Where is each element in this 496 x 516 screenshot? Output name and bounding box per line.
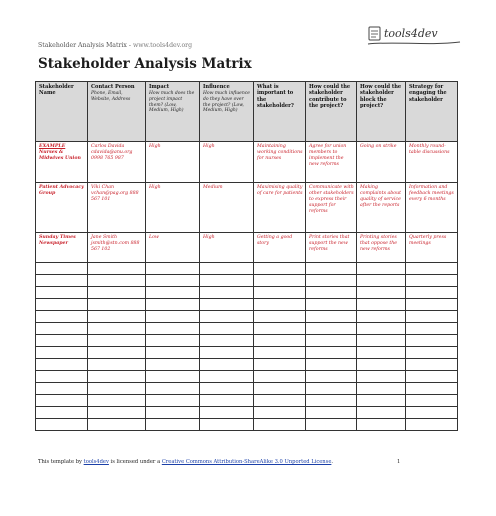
- empty-cell: [254, 395, 306, 407]
- contribution-cell: Print stories that support the new reforms: [306, 233, 357, 263]
- empty-cell: [254, 407, 306, 419]
- empty-cell: [254, 371, 306, 383]
- col-header-subtitle: How much influence do they have over the project? (Low, Medium, High): [203, 91, 250, 114]
- empty-cell: [406, 335, 458, 347]
- empty-cell: [357, 407, 406, 419]
- empty-table-row: [36, 359, 458, 371]
- empty-cell: [36, 407, 88, 419]
- empty-cell: [406, 395, 458, 407]
- impact-cell: High: [146, 142, 200, 183]
- page-number: 1: [397, 459, 401, 465]
- empty-cell: [88, 395, 146, 407]
- blank-rows: [36, 263, 458, 431]
- empty-cell: [36, 263, 88, 275]
- empty-cell: [406, 383, 458, 395]
- empty-cell: [357, 263, 406, 275]
- empty-table-row: [36, 407, 458, 419]
- license-footer: [38, 459, 333, 465]
- empty-cell: [357, 335, 406, 347]
- col-header-strategy: [406, 82, 458, 142]
- col-header-subtitle: How much does the project impact them? (Low, Medium, High): [149, 91, 195, 114]
- col-header-blocking: [357, 82, 406, 142]
- empty-cell: [306, 311, 357, 323]
- strategy-cell: Monthly round-table discussions: [406, 142, 458, 183]
- col-header-impact: [146, 82, 200, 142]
- col-header-influence: [200, 82, 254, 142]
- empty-table-row: [36, 275, 458, 287]
- empty-cell: [200, 347, 254, 359]
- footer-suffix: .: [331, 459, 334, 465]
- empty-cell: [146, 275, 200, 287]
- empty-cell: [88, 287, 146, 299]
- empty-cell: [406, 287, 458, 299]
- empty-cell: [306, 323, 357, 335]
- empty-cell: [306, 275, 357, 287]
- empty-cell: [406, 419, 458, 431]
- empty-cell: [406, 275, 458, 287]
- empty-cell: [306, 371, 357, 383]
- tools4dev-logo: [366, 24, 462, 48]
- empty-cell: [406, 347, 458, 359]
- empty-cell: [88, 299, 146, 311]
- empty-cell: [88, 419, 146, 431]
- empty-cell: [306, 263, 357, 275]
- contact-cell: Viki Chan vchan@pag.org 888 567 101: [88, 183, 146, 233]
- empty-cell: [146, 419, 200, 431]
- empty-table-row: [36, 383, 458, 395]
- author-link[interactable]: tools4dev: [83, 459, 109, 465]
- empty-table-row: [36, 299, 458, 311]
- empty-cell: [88, 383, 146, 395]
- footer-prefix: This template by: [38, 459, 84, 465]
- importance-cell: Maintaining working conditions for nurses: [254, 142, 306, 183]
- empty-cell: [200, 395, 254, 407]
- empty-cell: [36, 359, 88, 371]
- empty-cell: [146, 263, 200, 275]
- empty-cell: [254, 299, 306, 311]
- empty-cell: [88, 407, 146, 419]
- empty-cell: [254, 359, 306, 371]
- empty-cell: [406, 311, 458, 323]
- empty-cell: [306, 335, 357, 347]
- empty-cell: [146, 407, 200, 419]
- col-header-title: How could the stakeholder block the project?: [360, 84, 402, 110]
- empty-cell: [357, 383, 406, 395]
- empty-cell: [357, 323, 406, 335]
- impact-cell: High: [146, 183, 200, 233]
- empty-cell: [306, 419, 357, 431]
- contact-cell: Jane Smith jsmith@stn.com 888 567 102: [88, 233, 146, 263]
- empty-cell: [254, 383, 306, 395]
- empty-cell: [406, 359, 458, 371]
- empty-cell: [36, 275, 88, 287]
- empty-table-row: [36, 263, 458, 275]
- empty-cell: [146, 323, 200, 335]
- header-separator: -: [126, 42, 133, 49]
- stakeholder-matrix-table: [35, 81, 458, 431]
- empty-cell: [306, 347, 357, 359]
- col-header-stakeholder-name: [36, 82, 88, 142]
- impact-cell: Low: [146, 233, 200, 263]
- stakeholder-name-cell: Patient Advocacy Group: [36, 183, 88, 233]
- empty-cell: [200, 275, 254, 287]
- empty-cell: [200, 359, 254, 371]
- empty-cell: [36, 335, 88, 347]
- col-header-title: Strategy for engaging the stakeholder: [409, 84, 447, 103]
- empty-cell: [146, 383, 200, 395]
- stakeholder-name: Nurses & Midwives Union: [39, 149, 81, 161]
- stakeholder-name-cell: [36, 142, 88, 183]
- empty-cell: [254, 347, 306, 359]
- running-header: [38, 42, 192, 49]
- empty-cell: [36, 347, 88, 359]
- contribution-cell: Communicate with other stakeholders to express their support for reforms: [306, 183, 357, 233]
- empty-cell: [200, 311, 254, 323]
- empty-cell: [36, 395, 88, 407]
- page-title: Stakeholder Analysis Matrix: [38, 56, 252, 72]
- empty-cell: [88, 347, 146, 359]
- importance-cell: Maximising quality of care for patients: [254, 183, 306, 233]
- empty-cell: [200, 335, 254, 347]
- empty-cell: [357, 359, 406, 371]
- empty-cell: [357, 347, 406, 359]
- empty-cell: [88, 359, 146, 371]
- empty-cell: [200, 299, 254, 311]
- empty-cell: [36, 371, 88, 383]
- empty-cell: [88, 275, 146, 287]
- empty-cell: [200, 383, 254, 395]
- strategy-cell: Information and feedback meetings every 6 months: [406, 183, 458, 233]
- empty-cell: [88, 263, 146, 275]
- empty-cell: [200, 287, 254, 299]
- col-header-importance: [254, 82, 306, 142]
- empty-cell: [36, 383, 88, 395]
- header-doc-name: Stakeholder Analysis Matrix: [38, 42, 127, 49]
- empty-table-row: [36, 371, 458, 383]
- empty-table-row: [36, 419, 458, 431]
- empty-cell: [357, 275, 406, 287]
- empty-cell: [146, 395, 200, 407]
- empty-cell: [254, 275, 306, 287]
- empty-cell: [254, 419, 306, 431]
- empty-table-row: [36, 323, 458, 335]
- strategy-cell: Quarterly press meetings: [406, 233, 458, 263]
- example-label: EXAMPLE: [39, 144, 66, 149]
- empty-cell: [88, 323, 146, 335]
- col-header-title: Influence: [203, 84, 230, 90]
- empty-table-row: [36, 335, 458, 347]
- influence-cell: Medium: [200, 183, 254, 233]
- col-header-title: Stakeholder Name: [39, 84, 74, 97]
- header-site: www.tools4dev.org: [132, 42, 193, 49]
- blocking-cell: Making complaints about quality of service after the reports: [357, 183, 406, 233]
- empty-cell: [88, 371, 146, 383]
- empty-cell: [146, 311, 200, 323]
- col-header-subtitle: Phone, Email, Website, Address: [91, 91, 131, 102]
- empty-cell: [306, 299, 357, 311]
- contact-cell: Carlos Davida cdavida@anu.org 0998 765 987: [88, 142, 146, 183]
- empty-cell: [200, 263, 254, 275]
- col-header-title: What is important to the stakeholder?: [257, 84, 294, 110]
- empty-cell: [146, 359, 200, 371]
- empty-cell: [200, 419, 254, 431]
- empty-table-row: [36, 395, 458, 407]
- col-header-contribution: [306, 82, 357, 142]
- blocking-cell: Going on strike: [357, 142, 406, 183]
- empty-cell: [254, 335, 306, 347]
- empty-cell: [357, 395, 406, 407]
- stakeholder-name-cell: Sunday Times Newspaper: [36, 233, 88, 263]
- empty-cell: [254, 263, 306, 275]
- importance-cell: Getting a good story: [254, 233, 306, 263]
- influence-cell: High: [200, 142, 254, 183]
- empty-cell: [306, 359, 357, 371]
- empty-table-row: [36, 311, 458, 323]
- empty-cell: [36, 323, 88, 335]
- empty-cell: [357, 299, 406, 311]
- footer-middle: is licensed under a: [108, 459, 162, 465]
- col-header-title: Impact: [149, 84, 170, 90]
- empty-cell: [406, 263, 458, 275]
- empty-cell: [406, 407, 458, 419]
- empty-cell: [357, 371, 406, 383]
- influence-cell: High: [200, 233, 254, 263]
- empty-cell: [357, 419, 406, 431]
- col-header-contact-person: [88, 82, 146, 142]
- empty-cell: [306, 407, 357, 419]
- col-header-title: How could the stakeholder contribute to the project?: [309, 84, 351, 110]
- empty-cell: [200, 371, 254, 383]
- empty-cell: [200, 323, 254, 335]
- table-row: [36, 183, 458, 233]
- empty-cell: [357, 287, 406, 299]
- logo-wordmark: tools4dev: [384, 27, 438, 40]
- empty-cell: [406, 323, 458, 335]
- empty-cell: [357, 311, 406, 323]
- empty-cell: [200, 407, 254, 419]
- contribution-cell: Agree for union members to implement the new reforms: [306, 142, 357, 183]
- table-row: [36, 233, 458, 263]
- empty-cell: [36, 299, 88, 311]
- col-header-title: Contact Person: [91, 84, 135, 90]
- empty-cell: [406, 299, 458, 311]
- table-row-example: [36, 142, 458, 183]
- empty-cell: [36, 311, 88, 323]
- empty-cell: [36, 419, 88, 431]
- empty-cell: [88, 311, 146, 323]
- empty-cell: [36, 287, 88, 299]
- empty-cell: [254, 323, 306, 335]
- empty-cell: [254, 287, 306, 299]
- empty-cell: [306, 383, 357, 395]
- empty-cell: [146, 371, 200, 383]
- blocking-cell: Printing stories that oppose the new reforms: [357, 233, 406, 263]
- empty-table-row: [36, 347, 458, 359]
- empty-cell: [406, 371, 458, 383]
- empty-cell: [254, 311, 306, 323]
- table-header-row: [36, 82, 458, 142]
- empty-cell: [306, 287, 357, 299]
- license-link[interactable]: Creative Commons Attribution-ShareAlike 3.0 Unported License: [161, 459, 332, 465]
- empty-cell: [306, 395, 357, 407]
- empty-cell: [146, 287, 200, 299]
- empty-cell: [146, 347, 200, 359]
- empty-cell: [146, 335, 200, 347]
- empty-cell: [88, 335, 146, 347]
- empty-cell: [146, 299, 200, 311]
- empty-table-row: [36, 287, 458, 299]
